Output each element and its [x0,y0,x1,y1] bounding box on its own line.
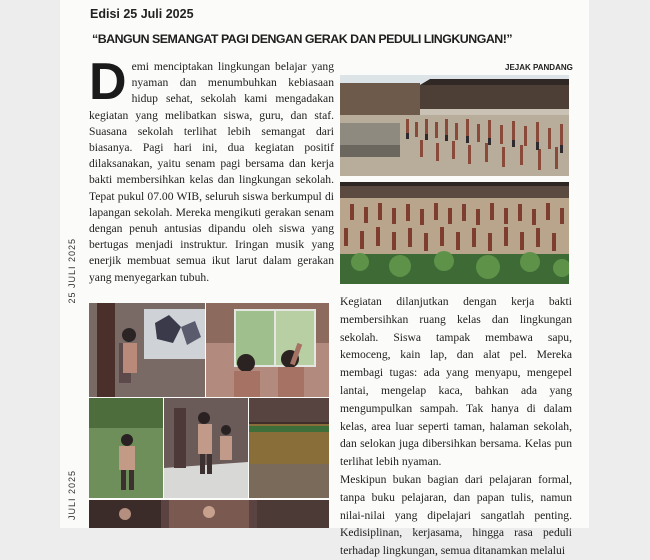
drop-cap: D [89,53,127,111]
paragraph-cleaning: Kegiatan dilanjutkan dengan kerja bakti membersihkan ruang kelas dan lingkungan sekolah. Siswa tampak membawa sapu, kemoceng, kain lap, dan alat pel. Mereka membagi tugas: ada yang menyapu, mengepel lantai, mengelap kaca, bahkan ada yang mengumpulkan sampah. Tak hanya di dalam kelas, area luar seperti taman, halaman sekolah, dan selokan juga dibersihkan bersama. Kelas pun terlihat lebih nyaman. [340,295,572,469]
side-date-label-lower: JULI 2025 [67,470,77,521]
photo-wiping-glass [206,303,329,397]
article-lead [89,53,334,286]
article-continued [340,293,572,560]
section-tag: JEJAK PANDANG [505,63,573,72]
photo-corridor [164,398,248,498]
lead-paragraph: emi menciptakan lingkungan belajar yang nyaman dan menumbuhkan kebiasaan hidup sehat, sekolah kami mengadakan kegiatan yang melibatkan siswa, guru, dan staf. Suasana sekolah terlihat lebih semangat dari biasanya. Pagi hari ini, dua kegiatan positif dilaksanakan, yaitu senam pagi bersama dan kerja bakti membersihkan kelas dan lingkungan sekolah. Tepat pukul 07.00 WIB, seluruh siswa berkumpul di lapangan sekolah. Mereka mengikuti gerakan senam dengan penuh antusias dipandu oleh siswa yang bertugas menjadi instruktur. Iringan musik yang enerjik membuat semua ikut larut dalam gerakan yang menyegarkan tubuh. [89,60,334,284]
photo-exercise-crowd [340,182,569,284]
edition-date: Edisi 25 Juli 2025 [90,7,194,21]
photo-sweeping [89,398,163,498]
paragraph-values: Meskipun bukan bagian dari pelajaran formal, tanpa buku pelajaran, dan papan tulis, namun nilai-nilai yang dipelajari sangatlah penting. Kedisiplinan, kerjasama, hingga rasa peduli terhadap lingkungan, semua ditanamkan melalui [340,472,572,558]
photo-cleaning-window [89,303,205,397]
photo-morning-exercise [340,75,569,176]
photo-classroom-cleaning [249,398,329,498]
photo-strip-bottom [89,500,329,528]
headline: “BANGUN SEMANGAT PAGI DENGAN GERAK DAN PEDULI LINGKUNGAN!” [92,32,513,46]
side-date-label: 25 JULI 2025 [67,238,77,304]
